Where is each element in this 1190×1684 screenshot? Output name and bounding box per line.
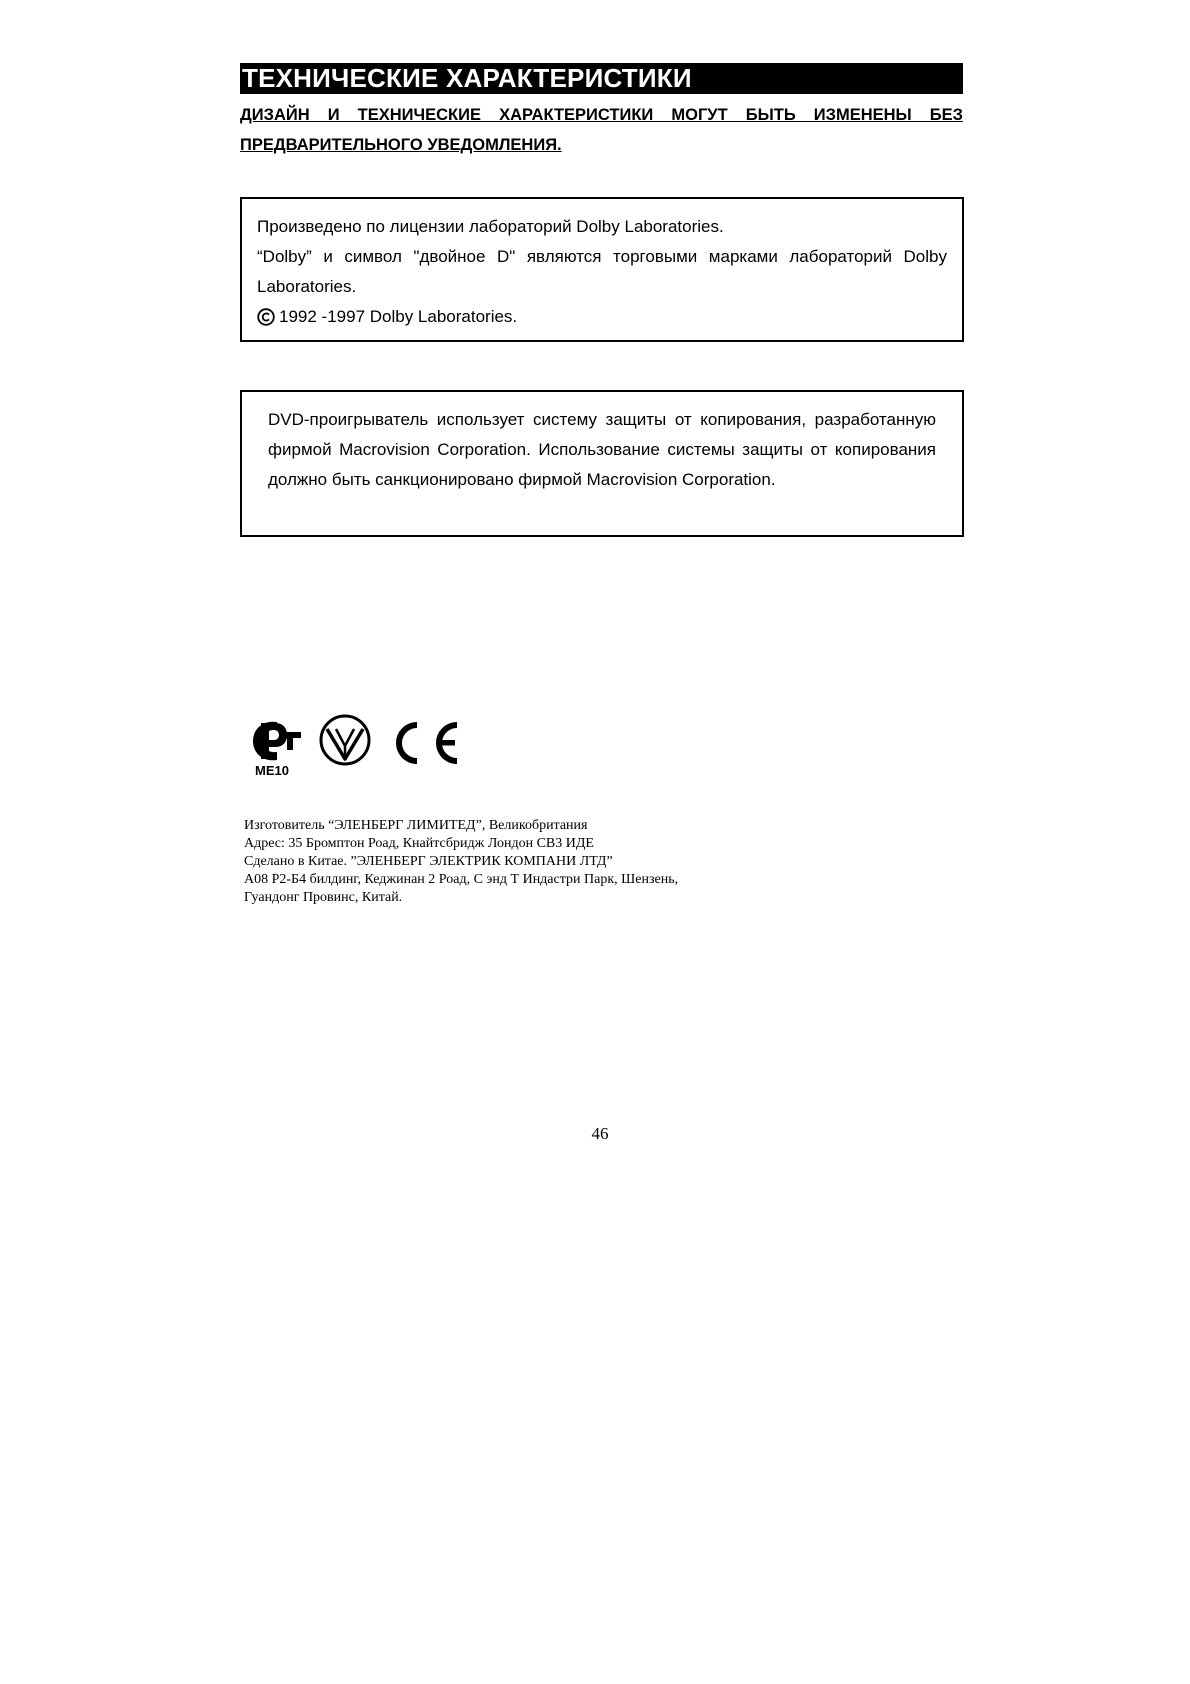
ce-mark-icon	[399, 725, 457, 761]
rst-code-label: МЕ10	[255, 763, 289, 778]
macrovision-text: DVD-проигрыватель использует систему защиты от копирования, разработанную фирмой Macrovision Corporation. Использование системы защиты от копирования должно быть санкционировано фирмой Macrovision Corporation.	[268, 410, 936, 489]
manufacturer-info	[244, 817, 804, 907]
rst-certification-icon	[253, 722, 301, 778]
change-notice	[240, 100, 963, 160]
ukraine-certification-icon	[321, 716, 369, 764]
macrovision-box	[240, 390, 964, 537]
dolby-copyright-text: 1992 -1997 Dolby Laboratories.	[279, 307, 518, 326]
factory-address-line: А08 Р2-Б4 билдинг, Кеджинан 2 Роад, С энд Т Индастри Парк, Шензень,	[244, 872, 679, 887]
dolby-license-box	[240, 197, 964, 342]
change-notice-line-1: ДИЗАЙН И ТЕХНИЧЕСКИЕ ХАРАКТЕРИСТИКИ МОГУТ БЫТЬ ИЗМЕНЕНЫ БЕЗ	[240, 106, 963, 124]
dolby-trademark-text: “Dolby” и символ "двойное D" являются торговыми марками лабораторий Dolby Laboratories.	[257, 247, 947, 296]
manufacturer-line: Изготовитель “ЭЛЕНБЕРГ ЛИМИТЕД”, Великобритания	[244, 818, 588, 833]
dolby-license-text: Произведено по лицензии лабораторий Dolby Laboratories.	[257, 217, 724, 236]
copyright-icon	[257, 308, 275, 326]
page-number: 46	[591, 1124, 609, 1143]
page-title: ТЕХНИЧЕСКИЕ ХАРАКТЕРИСТИКИ	[240, 63, 963, 94]
factory-province-line: Гуандонг Провинс, Китай.	[244, 890, 403, 905]
made-in-line: Сделано в Китае. ”ЭЛЕНБЕРГ ЭЛЕКТРИК КОМПАНИ ЛТД”	[244, 854, 613, 869]
certification-logos	[247, 710, 487, 780]
dolby-copyright-line	[257, 302, 947, 332]
manufacturer-address-line: Адрес: 35 Бромптон Роад, Кнайтсбридж Лондон СВ3 ИДЕ	[244, 836, 594, 851]
certification-logos-graphic	[247, 710, 487, 780]
change-notice-line-2: ПРЕДВАРИТЕЛЬНОГО УВЕДОМЛЕНИЯ.	[240, 136, 562, 154]
